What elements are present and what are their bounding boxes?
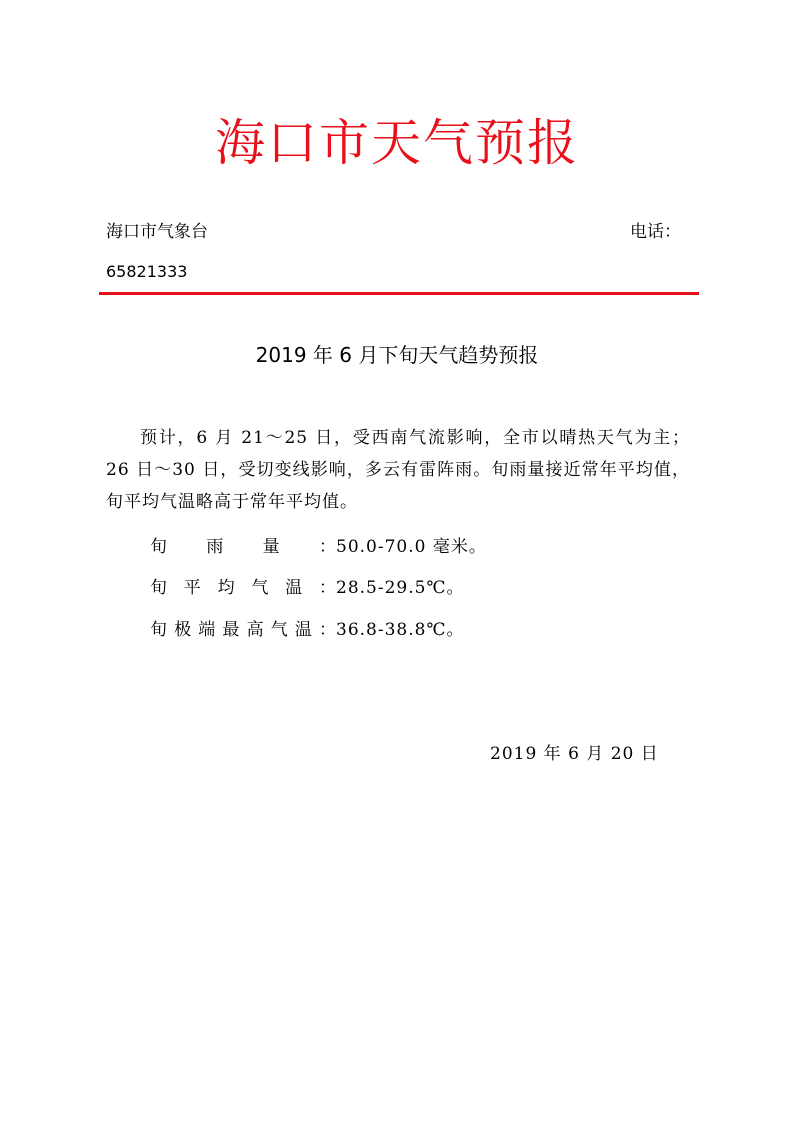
forecast-paragraph: 预计，6 月 21～25 日，受西南气流影响，全市以晴热天气为主；26 日～30 日，受切变线影响，多云有雷阵雨。旬雨量接近常年平均值，旬平均气温略高于常年平均值。 <box>106 428 690 512</box>
stat-label: 旬平均气温： <box>150 578 336 598</box>
stat-value: 36.8-38.8℃。 <box>336 620 465 640</box>
issue-date: 2019 年 6 月 20 日 <box>490 744 659 764</box>
phone-label: 电话： <box>630 222 681 242</box>
organization-name: 海口市气象台 <box>106 222 208 242</box>
stat-label: 旬极端最高气温： <box>150 620 336 640</box>
red-divider <box>99 292 699 295</box>
stat-value: 50.0-70.0 毫米。 <box>336 537 487 557</box>
phone-number: 65821333 <box>106 262 188 281</box>
report-title: 2019 年 6 月下旬天气趋势预报 <box>255 343 539 367</box>
stat-row-avg-temperature <box>150 574 464 602</box>
stat-label: 旬雨量： <box>150 537 336 557</box>
document-title: 海口市天气预报 <box>215 114 579 172</box>
stat-value: 28.5-29.5℃。 <box>336 578 465 598</box>
stat-row-rainfall <box>150 533 487 561</box>
stat-row-max-temperature <box>150 616 464 644</box>
